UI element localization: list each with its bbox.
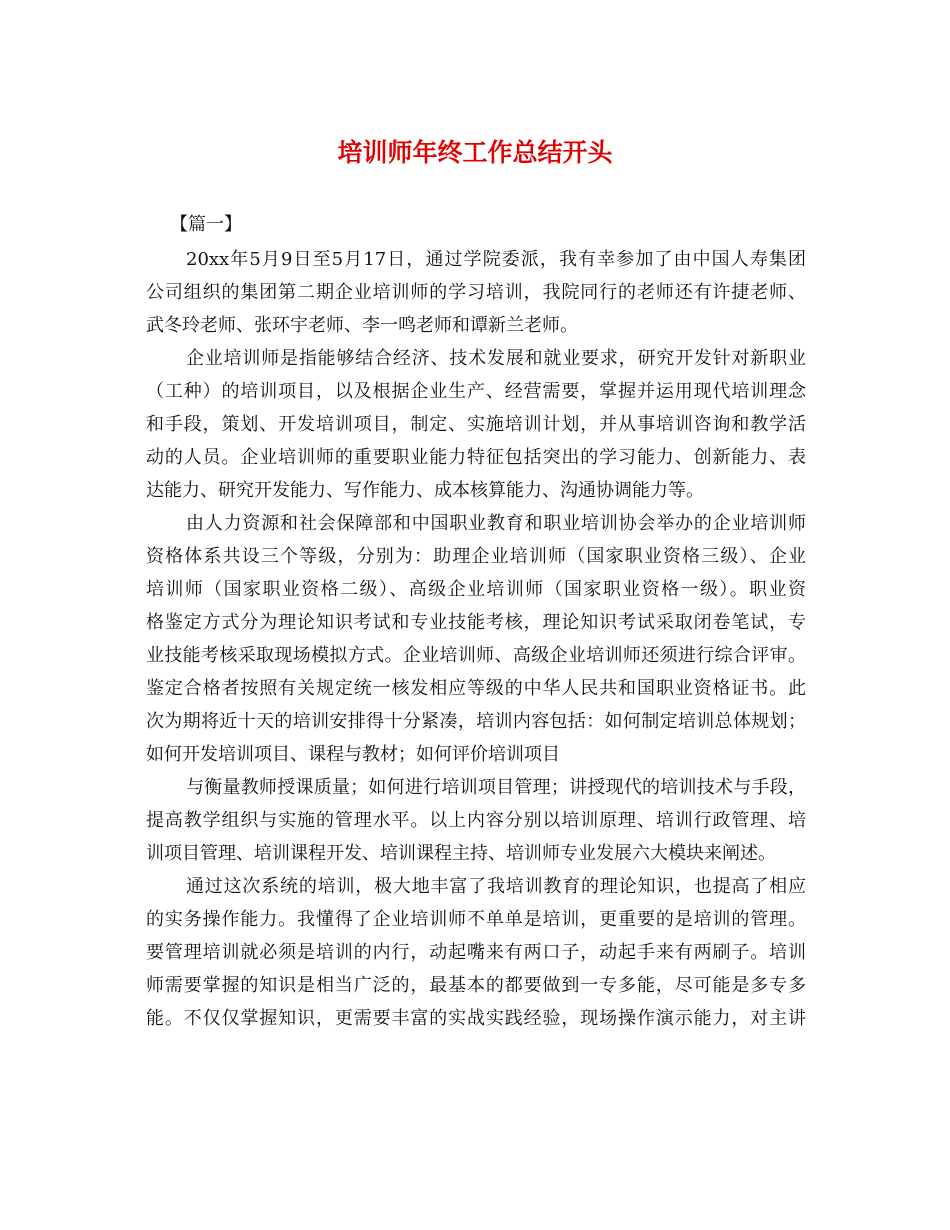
paragraph-line: 的实务操作能力。我懂得了企业培训师不单单是培训，更重要的是培训的管理。 [146,909,806,930]
paragraph-line: 动的人员。企业培训师的重要职业能力特征包括突出的学习能力、创新能力、表 [146,447,806,468]
paragraph-line: 20xx年5月9日至5月17日，通过学院委派，我有幸参加了由中国人寿集团 [186,249,806,270]
paragraph-line: 提高教学组织与实施的管理水平。以上内容分别以培训原理、培训行政管理、培 [146,810,806,831]
section-heading: 【篇一】 [170,214,242,235]
paragraph-line: 达能力、研究开发能力、写作能力、成本核算能力、沟通协调能力等。 [146,480,704,501]
document-title: 培训师年终工作总结开头 [337,138,613,167]
paragraph-line: 公司组织的集团第二期企业培训师的学习培训，我院同行的老师还有许捷老师、 [146,282,806,303]
paragraph-line: 如何开发培训项目、课程与教材；如何评价培训项目 [146,744,560,765]
paragraph-line: 通过这次系统的培训，极大地丰富了我培训教育的理论知识，也提高了相应 [186,876,806,897]
paragraph-line: 由人力资源和社会保障部和中国职业教育和职业培训协会举办的企业培训师 [186,513,806,534]
paragraph-line: 训项目管理、培训课程开发、培训课程主持、培训师专业发展六大模块来阐述。 [146,843,776,864]
paragraph-line: （工种）的培训项目，以及根据企业生产、经营需要，掌握并运用现代培训理念 [146,381,806,402]
paragraph-line: 培训师（国家职业资格二级）、高级企业培训师（国家职业资格一级）。职业资 [146,579,806,600]
paragraph-line: 要管理培训就必须是培训的内行，动起嘴来有两口子，动起手来有两刷子。培训 [146,942,806,963]
paragraph-line: 企业培训师是指能够结合经济、技术发展和就业要求，研究开发针对新职业 [186,348,806,369]
document-body [146,246,806,1038]
paragraph-line: 师需要掌握的知识是相当广泛的，最基本的都要做到一专多能，尽可能是多专多 [146,975,806,996]
paragraph-line: 鉴定合格者按照有关规定统一核发相应等级的中华人民共和国职业资格证书。此 [146,678,806,699]
paragraph-line: 次为期将近十天的培训安排得十分紧凑，培训内容包括：如何制定培训总体规划； [146,711,806,732]
paragraph-line: 武冬玲老师、张环宇老师、李一鸣老师和谭新兰老师。 [146,315,578,336]
paragraph-line: 与衡量教师授课质量；如何进行培训项目管理；讲授现代的培训技术与手段， [186,777,806,798]
paragraph-line: 格鉴定方式分为理论知识考试和专业技能考核，理论知识考试采取闭卷笔试，专 [146,612,806,633]
paragraph-line: 资格体系共设三个等级，分别为：助理企业培训师（国家职业资格三级）、企业 [146,546,806,567]
paragraph-line: 能。不仅仅掌握知识，更需要丰富的实战实践经验，现场操作演示能力，对主讲 [146,1008,806,1029]
paragraph-line: 和手段，策划、开发培训项目，制定、实施培训计划，并从事培训咨询和教学活 [146,414,806,435]
paragraph-line: 业技能考核采取现场模拟方式。企业培训师、高级企业培训师还须进行综合评审。 [146,645,806,666]
